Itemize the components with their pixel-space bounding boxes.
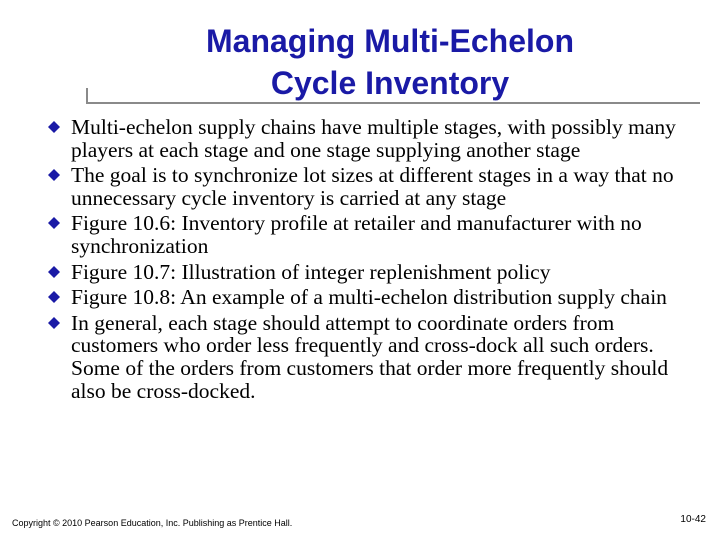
diamond-bullet-icon [48,169,60,181]
bullet-text: Multi-echelon supply chains have multiple stages, with possibly many players at each stage and one stage supplying another stage [71,115,676,162]
bullet-item [48,261,688,284]
copyright-footer: Copyright © 2010 Pearson Education, Inc. Publishing as Prentice Hall. [12,518,293,528]
bullet-item [48,164,688,209]
bullet-item [48,286,688,309]
bullet-list [48,116,688,405]
title-underline [86,102,700,104]
bullet-text: Figure 10.6: Inventory profile at retailer and manufacturer with no synchronization [71,211,642,258]
bullet-item [48,116,688,161]
diamond-bullet-icon [48,291,60,303]
page-number: 10-42 [680,514,706,525]
bullet-item [48,212,688,257]
slide-title-line-1: Managing Multi-Echelon [206,23,574,59]
bullet-text: In general, each stage should attempt to coordinate orders from customers who order less frequently and cross-dock all such orders. Some of the orders from customers that order more frequently should also be cross-docked. [71,310,669,403]
diamond-bullet-icon [48,317,60,329]
bullet-text: The goal is to synchronize lot sizes at different stages in a way that no unnecessary cycle inventory is carried at any stage [71,163,674,210]
diamond-bullet-icon [48,121,60,133]
slide-title-line-2: Cycle Inventory [270,65,510,101]
bullet-text: Figure 10.7: Illustration of integer replenishment policy [71,259,551,284]
slide-title [60,20,720,104]
bullet-item [48,312,688,402]
bullet-text: Figure 10.8: An example of a multi-echelon distribution supply chain [71,285,667,310]
diamond-bullet-icon [48,266,60,278]
title-rule-tick [86,88,88,104]
diamond-bullet-icon [48,217,60,229]
